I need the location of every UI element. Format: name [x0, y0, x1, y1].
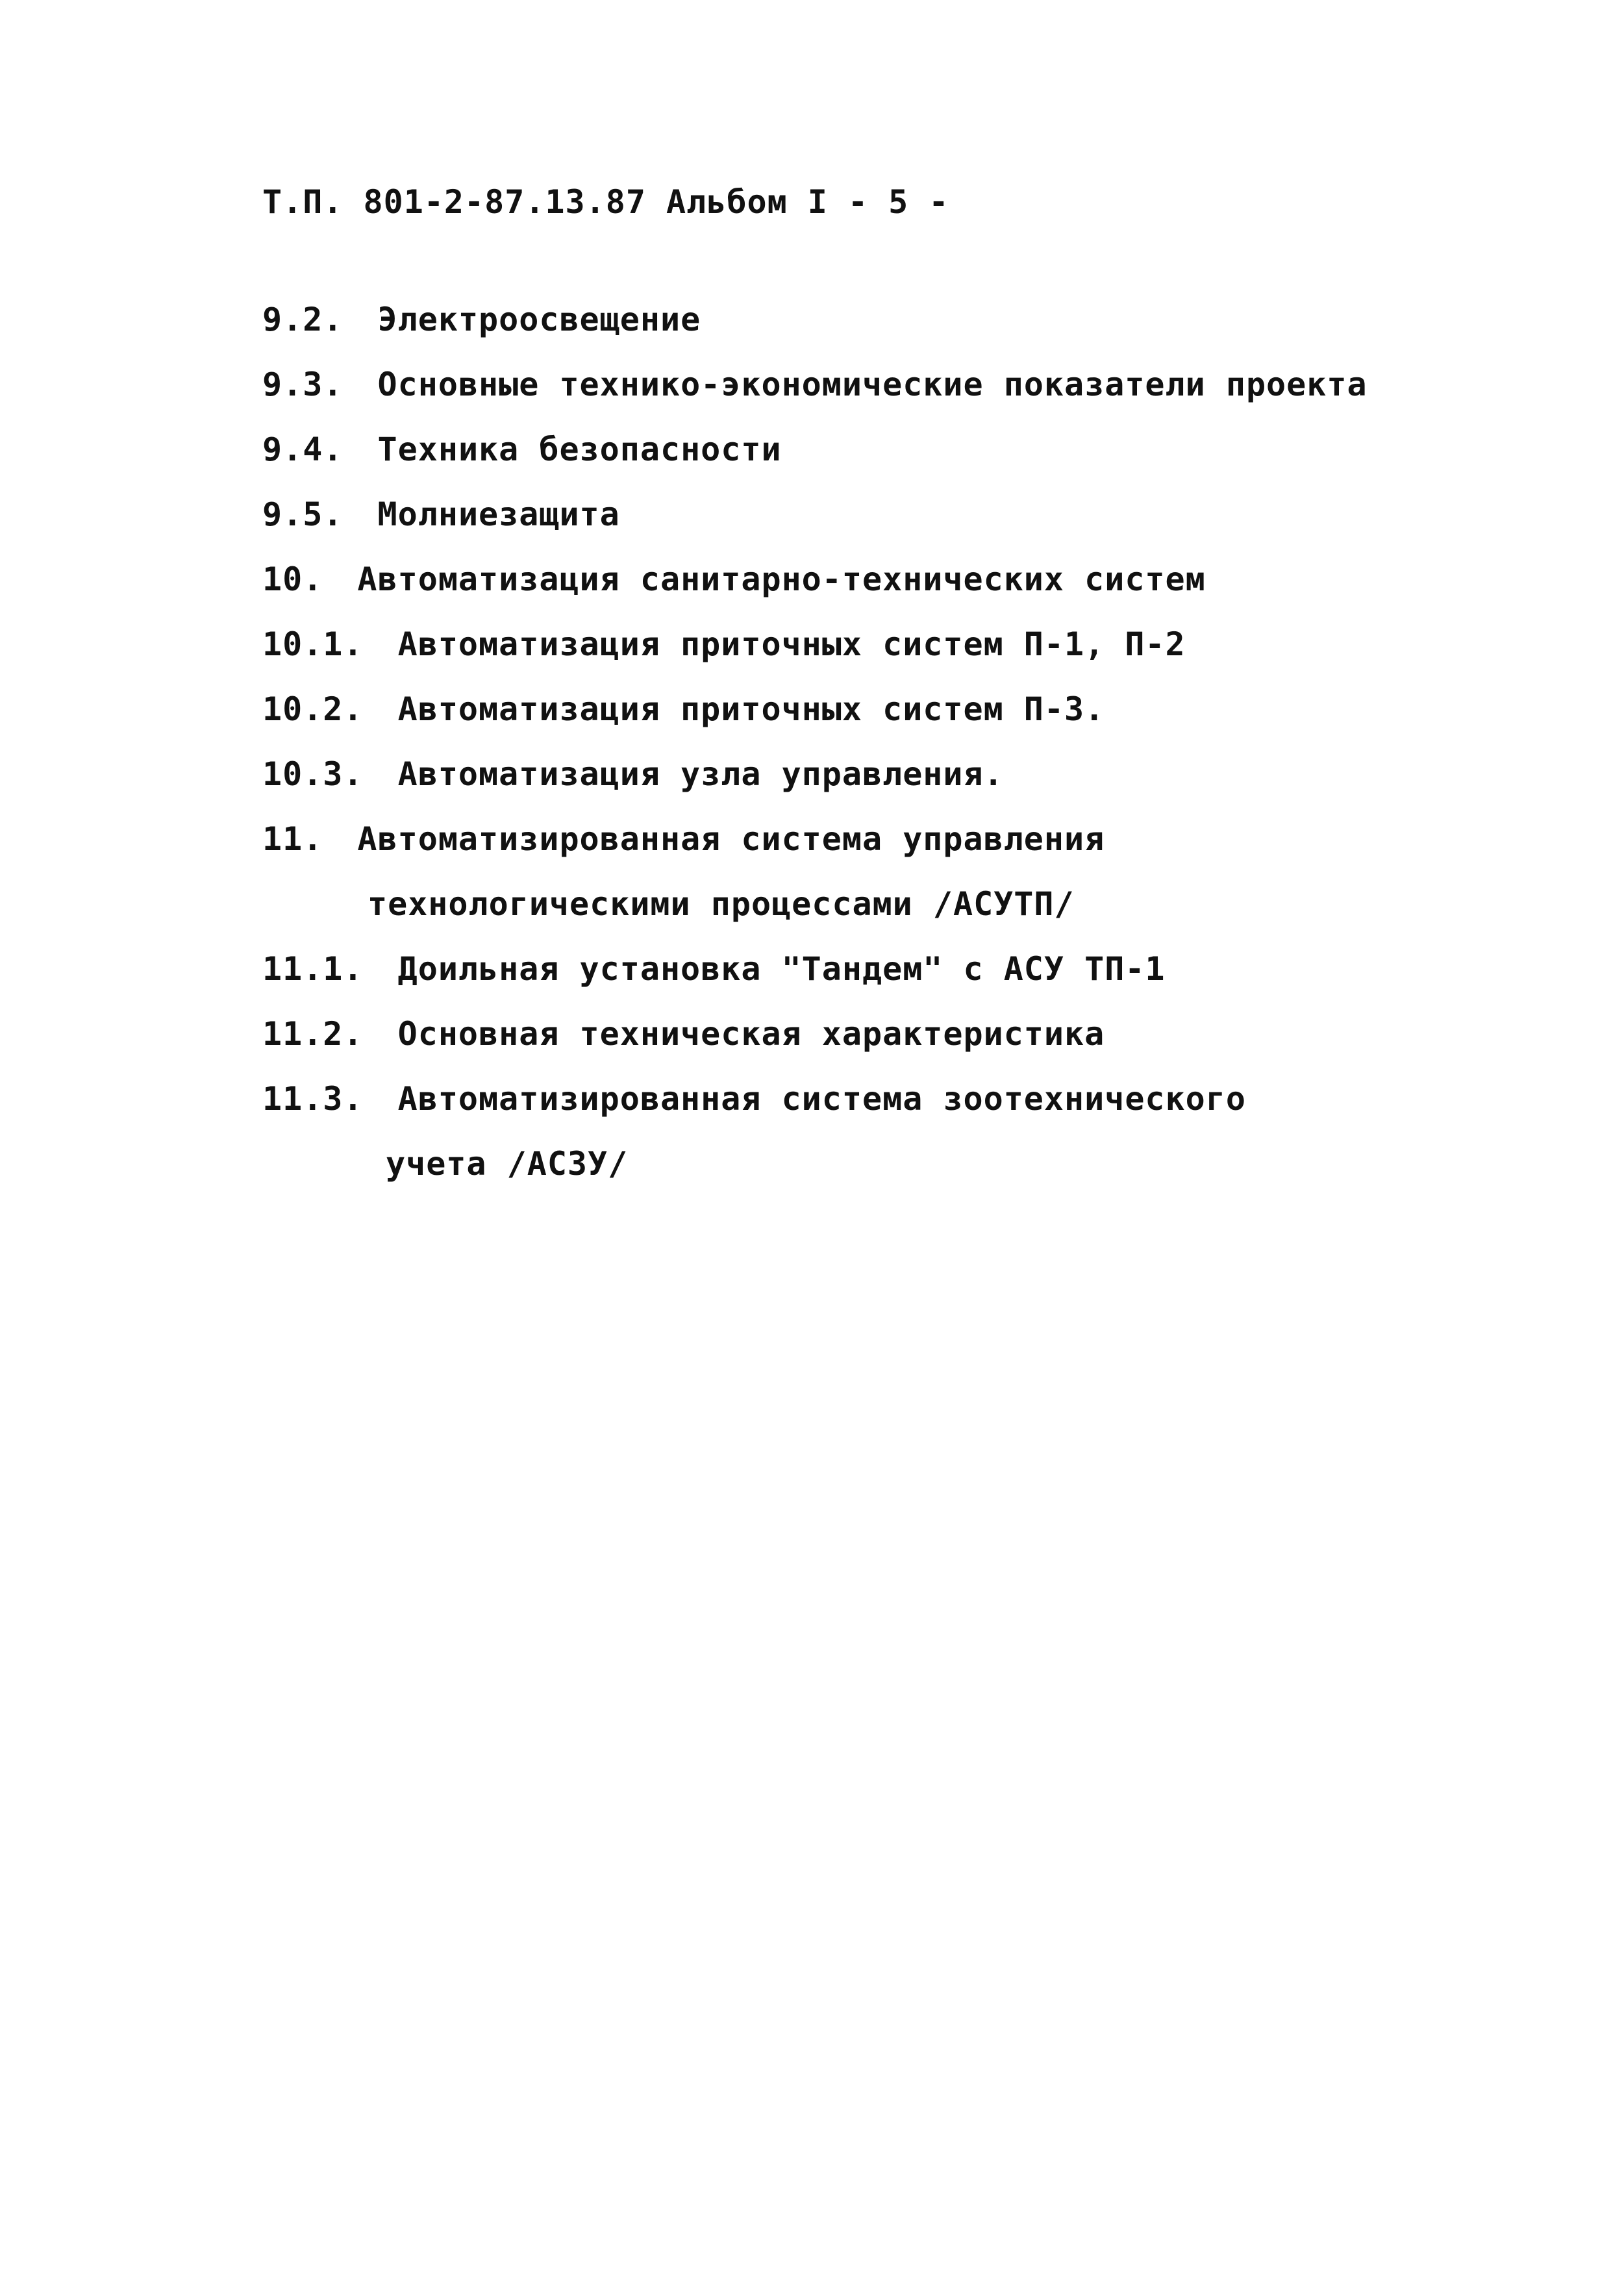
- toc-item-10: [262, 560, 1206, 599]
- toc-title: Основные технико-экономические показатели проекта: [377, 366, 1368, 403]
- toc-title: Основная техническая характеристика: [397, 1015, 1105, 1053]
- toc-item-11-2: [262, 1014, 1105, 1053]
- toc-number: 9.4.: [262, 431, 344, 468]
- toc-item-9-4: [262, 430, 782, 469]
- toc-title: Техника безопасности: [377, 431, 782, 468]
- toc-title: Автоматизация санитарно-технических систем: [357, 560, 1206, 598]
- page-header: Т.П. 801-2-87.13.87 Альбом I - 5 -: [262, 183, 949, 221]
- toc-item-11-3-continuation: учета /АСЗУ/: [386, 1145, 629, 1183]
- toc-item-10-1: [262, 625, 1186, 664]
- toc-item-10-2: [262, 690, 1105, 729]
- toc-number: 10.2.: [262, 690, 364, 728]
- toc-number: 11.: [262, 820, 323, 858]
- toc-number: 9.5.: [262, 496, 344, 533]
- toc-number: 11.2.: [262, 1015, 364, 1053]
- toc-item-11-3: [262, 1079, 1246, 1118]
- toc-number: 10.1.: [262, 625, 364, 663]
- toc-item-9-3: [262, 365, 1368, 404]
- toc-title: Автоматизация узла управления.: [397, 755, 1004, 793]
- toc-item-10-3: [262, 755, 1004, 794]
- toc-item-9-5: [262, 495, 620, 534]
- toc-number: 11.3.: [262, 1080, 364, 1118]
- toc-title: Автоматизация приточных систем П-1, П-2: [397, 625, 1186, 663]
- toc-number: 10.3.: [262, 755, 364, 793]
- toc-item-9-2: [262, 300, 701, 339]
- toc-number: 11.1.: [262, 950, 364, 988]
- toc-title: Автоматизированная система управления: [357, 820, 1105, 858]
- toc-number: 9.2.: [262, 301, 344, 338]
- toc-title: Автоматизированная система зоотехнического: [397, 1080, 1246, 1118]
- toc-title: Автоматизация приточных систем П-3.: [397, 690, 1105, 728]
- toc-title: Молниезащита: [377, 496, 620, 533]
- toc-item-11-1: [262, 949, 1166, 988]
- toc-title: Электроосвещение: [377, 301, 701, 338]
- toc-item-11-continuation: технологическими процессами /АСУТП/: [368, 885, 1075, 923]
- toc-number: 10.: [262, 560, 323, 598]
- toc-title: Доильная установка "Тандем" с АСУ ТП-1: [397, 950, 1166, 988]
- toc-item-11: [262, 820, 1105, 859]
- toc-number: 9.3.: [262, 366, 344, 403]
